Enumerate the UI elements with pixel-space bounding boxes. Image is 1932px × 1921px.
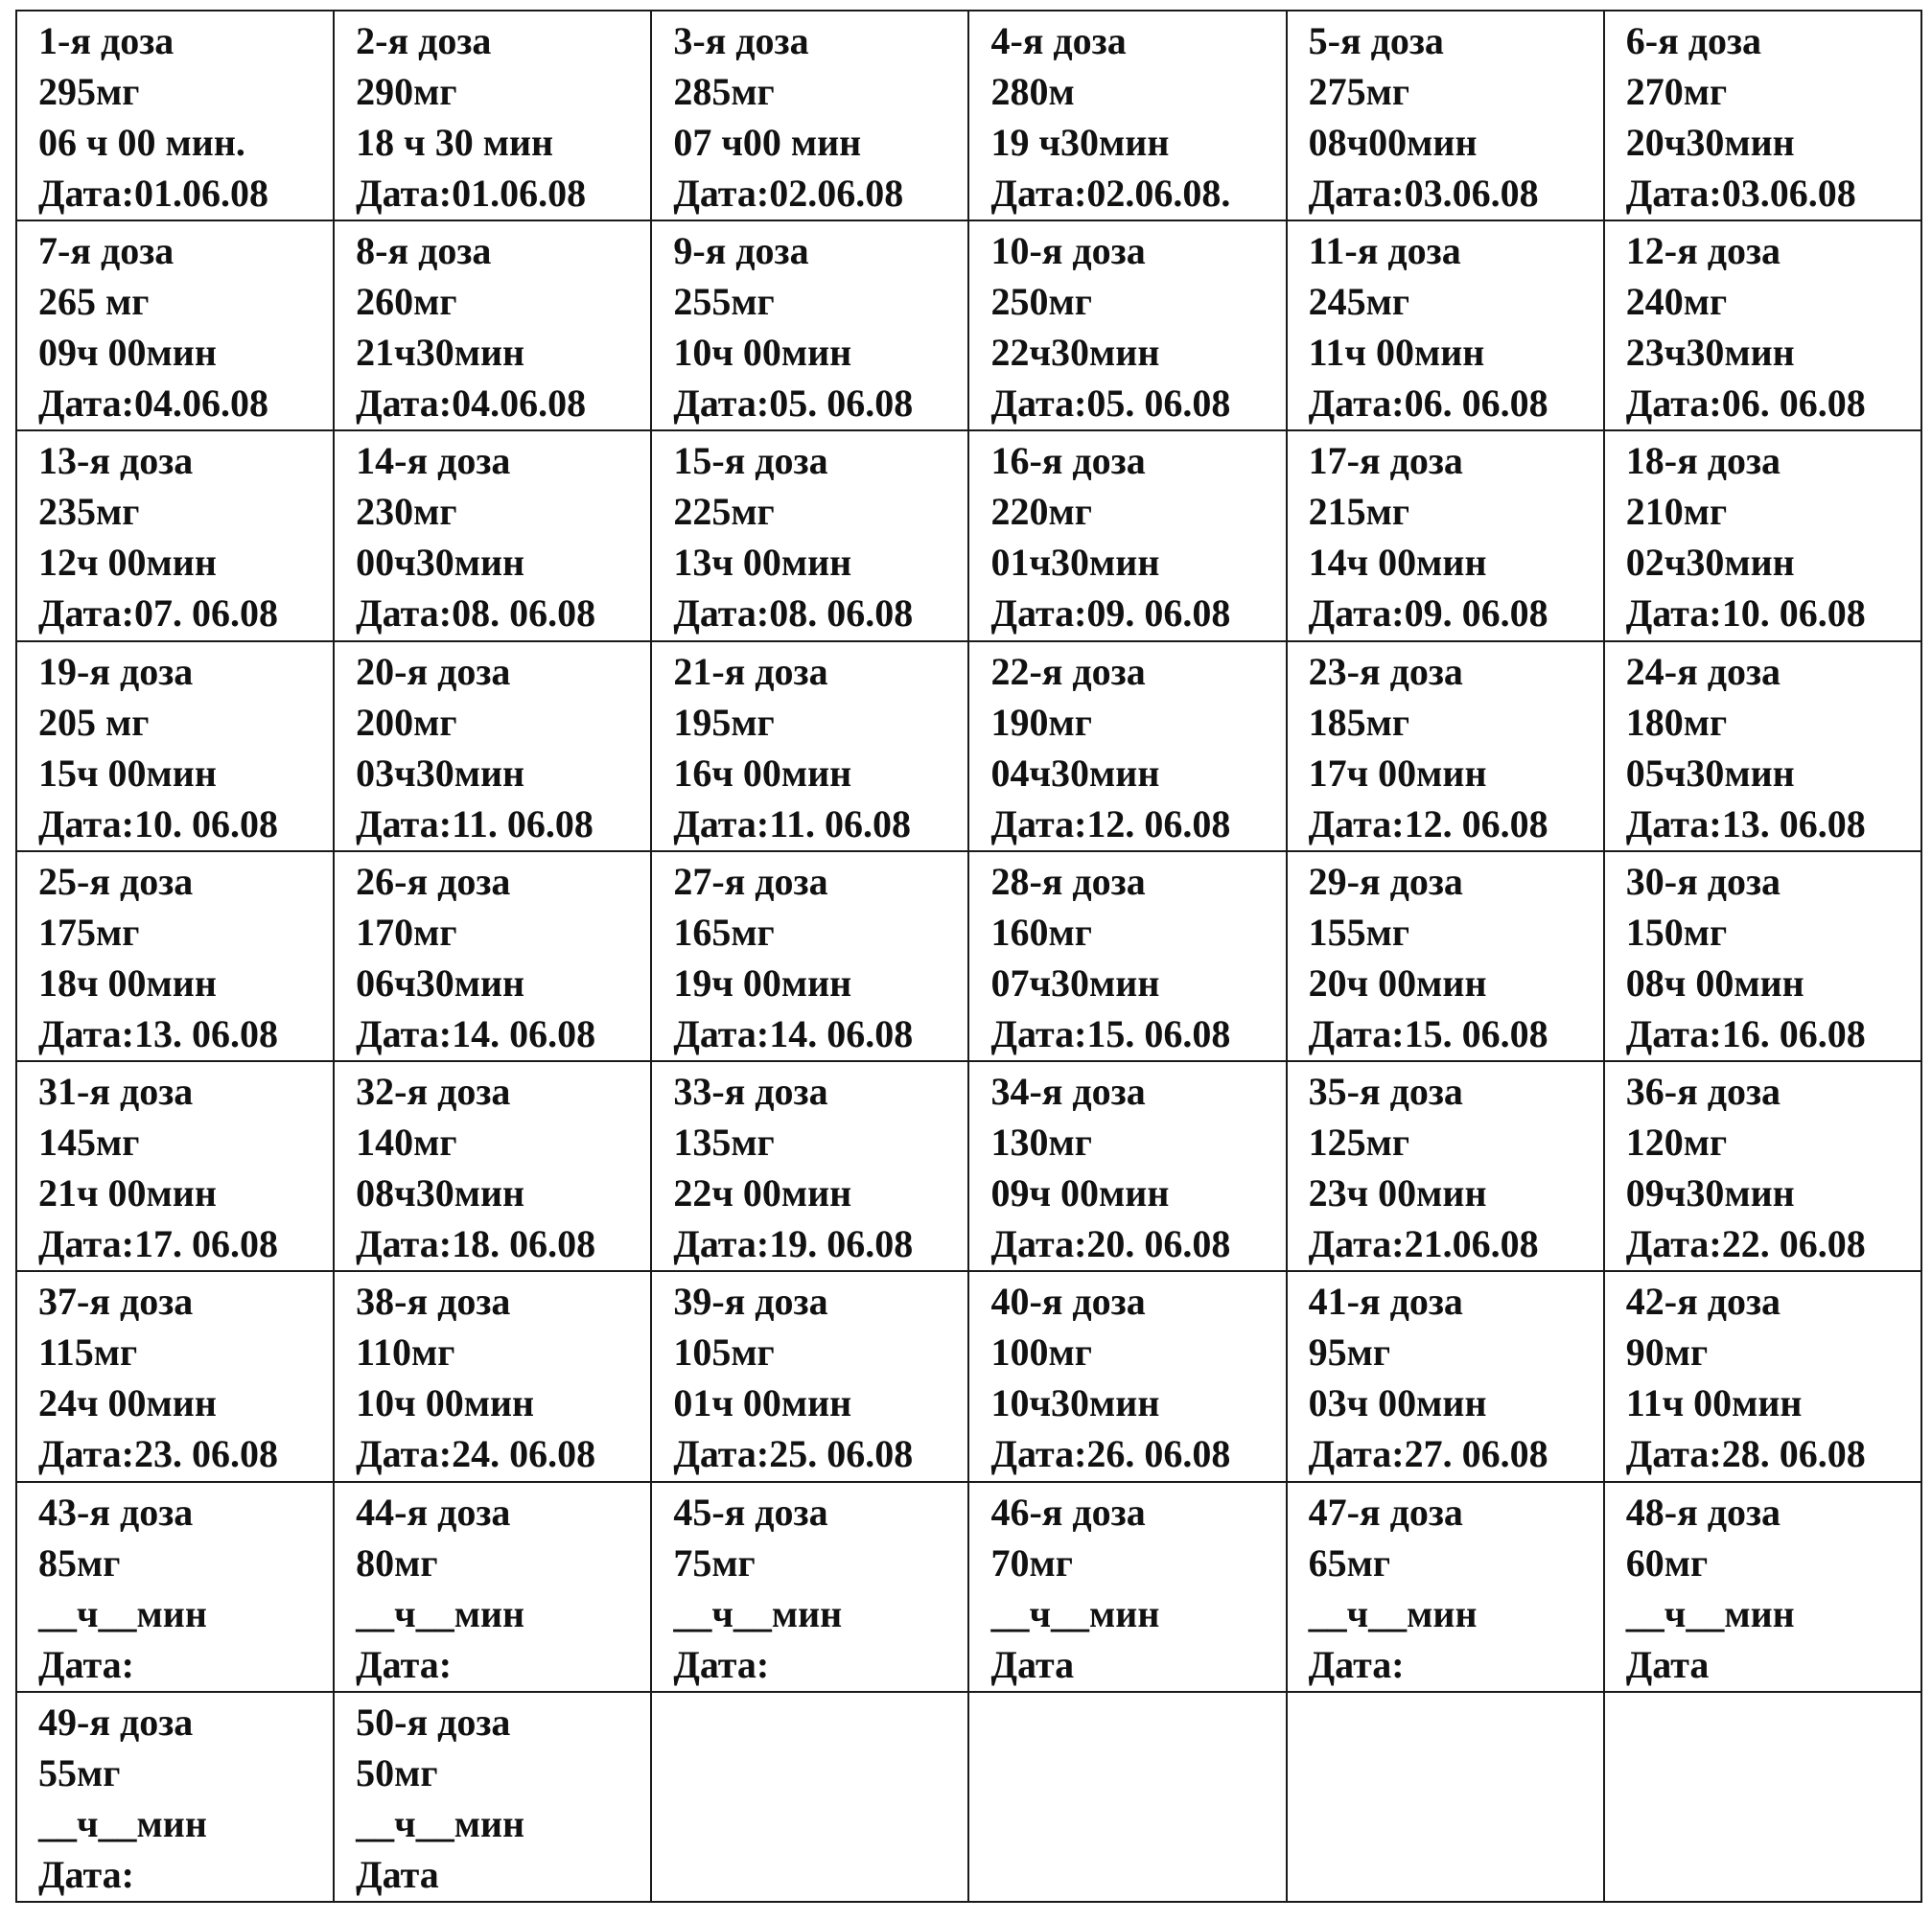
dose-time: 17ч 00мин (1308, 751, 1487, 795)
dose-amount: 140мг (356, 1121, 457, 1165)
dose-date: Дата (1625, 1642, 1710, 1686)
dose-date: Дата:20. 06.08 (990, 1222, 1231, 1266)
dose-number: 29-я доза (1308, 859, 1463, 903)
dose-time: 08ч30мин (356, 1171, 525, 1215)
dose-number: 25-я доза (38, 859, 194, 903)
dose-number: 36-я доза (1625, 1070, 1781, 1114)
dose-amount: 290мг (356, 70, 457, 113)
dose-amount: 190мг (990, 700, 1092, 744)
dose-cell (1287, 641, 1604, 851)
dose-cell (334, 641, 651, 851)
dose-time: 09ч 00мин (38, 331, 217, 375)
dose-number: 37-я доза (38, 1280, 194, 1324)
dose-number: 2-я доза (356, 19, 492, 62)
dose-cell (968, 1482, 1286, 1692)
dose-date: Дата: (38, 1642, 134, 1686)
dose-date: Дата:24. 06.08 (356, 1432, 596, 1476)
dose-number: 20-я доза (356, 649, 511, 693)
dose-time: 14ч 00мин (1308, 541, 1487, 585)
dose-cell (16, 851, 334, 1061)
dose-date: Дата:12. 06.08 (1308, 801, 1548, 845)
dose-date: Дата:26. 06.08 (990, 1432, 1231, 1476)
dose-number: 35-я доза (1308, 1070, 1463, 1114)
dose-number: 41-я доза (1308, 1280, 1463, 1324)
dose-time: 01ч30мин (990, 541, 1160, 585)
dose-number: 22-я доза (990, 649, 1146, 693)
schedule-row (16, 430, 1921, 640)
dose-amount: 210мг (1625, 490, 1728, 534)
dose-number: 17-я доза (1308, 439, 1463, 483)
empty-cell (651, 1692, 968, 1902)
dose-number: 30-я доза (1625, 859, 1781, 903)
dose-date: Дата:05. 06.08 (673, 382, 914, 426)
dose-cell (1604, 1271, 1921, 1481)
dose-time: 09ч 00мин (990, 1171, 1170, 1215)
dose-time: 22ч30мин (990, 331, 1160, 375)
dose-number: 31-я доза (38, 1070, 194, 1114)
dose-cell (651, 11, 968, 220)
dose-amount: 245мг (1308, 280, 1410, 324)
dose-amount: 215мг (1308, 490, 1410, 534)
dose-number: 48-я доза (1625, 1490, 1781, 1534)
dose-date: Дата: (356, 1642, 453, 1686)
dose-time: 10ч 00мин (673, 331, 852, 375)
dose-amount: 115мг (38, 1331, 138, 1375)
dose-time: __ч__мин (1625, 1591, 1795, 1635)
dose-number: 14-я доза (356, 439, 511, 483)
dose-time: 00ч30мин (356, 541, 525, 585)
dose-cell (16, 1061, 334, 1271)
dose-date: Дата:22. 06.08 (1625, 1222, 1866, 1266)
dose-cell (1287, 430, 1604, 640)
dose-number: 6-я доза (1625, 19, 1762, 62)
dose-time: 05ч30мин (1625, 751, 1795, 795)
dose-date: Дата:06. 06.08 (1625, 382, 1866, 426)
dose-date: Дата:23. 06.08 (38, 1432, 278, 1476)
dose-date: Дата:19. 06.08 (673, 1222, 914, 1266)
dose-time: 21ч30мин (356, 331, 525, 375)
dose-amount: 255мг (673, 280, 775, 324)
dose-cell (334, 11, 651, 220)
dose-time: 03ч30мин (356, 751, 525, 795)
dose-cell (1604, 11, 1921, 220)
dose-date: Дата:10. 06.08 (1625, 591, 1866, 636)
dose-amount: 120мг (1625, 1121, 1728, 1165)
dose-cell (968, 220, 1286, 430)
dose-amount: 155мг (1308, 910, 1410, 954)
dose-date: Дата:17. 06.08 (38, 1222, 278, 1266)
dose-cell (16, 1692, 334, 1902)
dose-cell (1604, 1482, 1921, 1692)
dose-number: 3-я доза (673, 19, 809, 62)
dose-number: 9-я доза (673, 229, 809, 273)
dose-time: 07 ч00 мин (673, 121, 862, 164)
dose-number: 13-я доза (38, 439, 194, 483)
dose-time: 10ч30мин (990, 1381, 1160, 1425)
dose-date: Дата:15. 06.08 (1308, 1011, 1548, 1055)
dose-time: 10ч 00мин (356, 1381, 535, 1425)
dose-time: __ч__мин (356, 1591, 525, 1635)
dose-time: 21ч 00мин (38, 1171, 217, 1215)
dose-number: 49-я доза (38, 1700, 194, 1744)
dose-amount: 135мг (673, 1121, 775, 1165)
dose-date: Дата: (38, 1852, 134, 1896)
dose-date: Дата (356, 1852, 439, 1896)
dose-amount: 100мг (990, 1331, 1092, 1375)
dose-time: 24ч 00мин (38, 1381, 217, 1425)
dose-time: __ч__мин (38, 1801, 207, 1845)
dose-cell (968, 641, 1286, 851)
dose-amount: 65мг (1308, 1540, 1391, 1585)
dose-time: __ч__мин (673, 1591, 843, 1635)
dose-cell (651, 1271, 968, 1481)
dose-time: 22ч 00мин (673, 1171, 852, 1215)
dose-cell (1287, 1271, 1604, 1481)
dose-time: 11ч 00мин (1308, 331, 1485, 375)
dose-date: Дата:15. 06.08 (990, 1011, 1231, 1055)
empty-cell (968, 1692, 1286, 1902)
dose-date: Дата:14. 06.08 (673, 1011, 914, 1055)
dose-amount: 220мг (990, 490, 1092, 534)
dose-date: Дата:12. 06.08 (990, 801, 1231, 845)
dose-date: Дата: (673, 1642, 770, 1686)
schedule-row (16, 1482, 1921, 1692)
dose-cell (1604, 641, 1921, 851)
dose-cell (651, 1482, 968, 1692)
dose-schedule-table (15, 10, 1922, 1903)
dose-time: 15ч 00мин (38, 751, 217, 795)
dose-date: Дата:06. 06.08 (1308, 382, 1548, 426)
dose-time: 11ч 00мин (1625, 1381, 1803, 1425)
dose-number: 44-я доза (356, 1490, 511, 1534)
dose-cell (334, 1271, 651, 1481)
dose-date: Дата:21.06.08 (1308, 1222, 1539, 1266)
dose-amount: 205 мг (38, 700, 150, 744)
dose-amount: 145мг (38, 1121, 140, 1165)
dose-cell (651, 851, 968, 1061)
schedule-row (16, 1692, 1921, 1902)
dose-amount: 130мг (990, 1121, 1092, 1165)
dose-time: 06ч30мин (356, 960, 525, 1005)
dose-cell (968, 851, 1286, 1061)
dose-date: Дата:10. 06.08 (38, 801, 278, 845)
dose-amount: 185мг (1308, 700, 1410, 744)
dose-number: 5-я доза (1308, 19, 1444, 62)
dose-date: Дата:05. 06.08 (990, 382, 1231, 426)
dose-number: 47-я доза (1308, 1490, 1463, 1534)
dose-time: 20ч30мин (1625, 121, 1795, 164)
dose-amount: 60мг (1625, 1540, 1709, 1585)
dose-date: Дата: (1308, 1642, 1405, 1686)
dose-amount: 75мг (673, 1540, 756, 1585)
dose-cell (651, 641, 968, 851)
dose-cell (1287, 1061, 1604, 1271)
dose-time: 09ч30мин (1625, 1171, 1795, 1215)
dose-time: 04ч30мин (990, 751, 1160, 795)
dose-amount: 50мг (356, 1750, 438, 1794)
dose-amount: 230мг (356, 490, 457, 534)
dose-amount: 105мг (673, 1331, 775, 1375)
dose-number: 19-я доза (38, 649, 194, 693)
dose-time: 20ч 00мин (1308, 960, 1487, 1005)
dose-amount: 240мг (1625, 280, 1728, 324)
dose-amount: 125мг (1308, 1121, 1410, 1165)
dose-amount: 225мг (673, 490, 775, 534)
dose-amount: 90мг (1625, 1331, 1709, 1375)
dose-amount: 280м (990, 70, 1075, 113)
dose-date: Дата:27. 06.08 (1308, 1432, 1548, 1476)
dose-time: 06 ч 00 мин. (38, 121, 245, 164)
dose-number: 43-я доза (38, 1490, 194, 1534)
dose-date: Дата:09. 06.08 (990, 591, 1231, 636)
dose-amount: 180мг (1625, 700, 1728, 744)
dose-amount: 170мг (356, 910, 457, 954)
schedule-row (16, 220, 1921, 430)
dose-time: __ч__мин (990, 1591, 1160, 1635)
dose-date: Дата (990, 1642, 1075, 1686)
dose-number: 8-я доза (356, 229, 492, 273)
dose-date: Дата:07. 06.08 (38, 591, 278, 636)
dose-number: 15-я доза (673, 439, 828, 483)
dose-cell (1604, 851, 1921, 1061)
dose-cell (16, 1271, 334, 1481)
dose-amount: 110мг (356, 1331, 455, 1375)
dose-number: 4-я доза (990, 19, 1127, 62)
dose-number: 12-я доза (1625, 229, 1781, 273)
dose-amount: 275мг (1308, 70, 1410, 113)
dose-amount: 175мг (38, 910, 140, 954)
dose-cell (1604, 1061, 1921, 1271)
dose-date: Дата:18. 06.08 (356, 1222, 596, 1266)
dose-number: 21-я доза (673, 649, 828, 693)
dose-time: 01ч 00мин (673, 1381, 852, 1425)
dose-cell (968, 1271, 1286, 1481)
dose-number: 28-я доза (990, 859, 1146, 903)
dose-number: 27-я доза (673, 859, 828, 903)
dose-time: 18 ч 30 мин (356, 121, 554, 164)
dose-time: 16ч 00мин (673, 751, 852, 795)
dose-date: Дата:13. 06.08 (1625, 801, 1866, 845)
dose-number: 16-я доза (990, 439, 1146, 483)
dose-time: 23ч30мин (1625, 331, 1795, 375)
dose-time: 19 ч30мин (990, 121, 1170, 164)
dose-time: 08ч00мин (1308, 121, 1478, 164)
dose-cell (16, 220, 334, 430)
dose-cell (1287, 1482, 1604, 1692)
dose-amount: 80мг (356, 1540, 438, 1585)
dose-date: Дата:16. 06.08 (1625, 1011, 1866, 1055)
dose-cell (16, 641, 334, 851)
dose-time: 08ч 00мин (1625, 960, 1804, 1005)
dose-date: Дата:03.06.08 (1308, 172, 1539, 215)
dose-date: Дата:03.06.08 (1625, 172, 1856, 215)
dose-cell (651, 430, 968, 640)
dose-number: 33-я доза (673, 1070, 828, 1114)
dose-amount: 55мг (38, 1750, 121, 1794)
dose-cell (1604, 430, 1921, 640)
dose-number: 46-я доза (990, 1490, 1146, 1534)
dose-number: 10-я доза (990, 229, 1146, 273)
dose-cell (968, 430, 1286, 640)
dose-cell (651, 1061, 968, 1271)
dose-number: 1-я доза (38, 19, 175, 62)
schedule-row (16, 1061, 1921, 1271)
dose-amount: 70мг (990, 1540, 1073, 1585)
schedule-row (16, 1271, 1921, 1481)
dose-time: 02ч30мин (1625, 541, 1795, 585)
dose-cell (334, 1692, 651, 1902)
dose-date: Дата:02.06.08 (673, 172, 904, 215)
dose-amount: 260мг (356, 280, 457, 324)
dose-number: 32-я доза (356, 1070, 511, 1114)
dose-number: 42-я доза (1625, 1280, 1781, 1324)
dose-number: 34-я доза (990, 1070, 1146, 1114)
dose-number: 45-я доза (673, 1490, 828, 1534)
dose-cell (334, 1482, 651, 1692)
dose-cell (16, 430, 334, 640)
dose-number: 40-я доза (990, 1280, 1146, 1324)
dose-date: Дата:25. 06.08 (673, 1432, 914, 1476)
dose-time: 23ч 00мин (1308, 1171, 1487, 1215)
dose-cell (968, 1061, 1286, 1271)
dose-amount: 85мг (38, 1540, 121, 1585)
dose-date: Дата:14. 06.08 (356, 1011, 596, 1055)
dose-time: 07ч30мин (990, 960, 1160, 1005)
empty-cell (1604, 1692, 1921, 1902)
dose-time: 13ч 00мин (673, 541, 852, 585)
dose-date: Дата:02.06.08. (990, 172, 1231, 215)
dose-amount: 200мг (356, 700, 457, 744)
dose-amount: 160мг (990, 910, 1092, 954)
dose-amount: 285мг (673, 70, 775, 113)
dose-amount: 250мг (990, 280, 1092, 324)
dose-cell (1287, 851, 1604, 1061)
schedule-row (16, 641, 1921, 851)
dose-amount: 265 мг (38, 280, 150, 324)
dose-number: 7-я доза (38, 229, 175, 273)
dose-time: 19ч 00мин (673, 960, 852, 1005)
dose-amount: 165мг (673, 910, 775, 954)
dose-time: __ч__мин (38, 1591, 207, 1635)
dose-number: 11-я доза (1308, 229, 1461, 273)
dose-time: 18ч 00мин (38, 960, 217, 1005)
dose-date: Дата:04.06.08 (38, 382, 268, 426)
dose-time: __ч__мин (1308, 1591, 1478, 1635)
dose-amount: 95мг (1308, 1331, 1391, 1375)
dose-cell (968, 11, 1286, 220)
schedule-row (16, 851, 1921, 1061)
dose-cell (651, 220, 968, 430)
dose-number: 18-я доза (1625, 439, 1781, 483)
dose-number: 50-я доза (356, 1700, 511, 1744)
dose-date: Дата:01.06.08 (38, 172, 268, 215)
dose-cell (1604, 220, 1921, 430)
dose-cell (16, 11, 334, 220)
dose-number: 23-я доза (1308, 649, 1463, 693)
dose-date: Дата:04.06.08 (356, 382, 587, 426)
dose-schedule-body (16, 11, 1921, 1902)
dose-cell (1287, 220, 1604, 430)
dose-time: __ч__мин (356, 1801, 525, 1845)
dose-time: 03ч 00мин (1308, 1381, 1487, 1425)
schedule-row (16, 11, 1921, 220)
dose-number: 39-я доза (673, 1280, 828, 1324)
dose-amount: 295мг (38, 70, 140, 113)
dose-number: 24-я доза (1625, 649, 1781, 693)
dose-date: Дата:11. 06.08 (673, 801, 912, 845)
dose-amount: 270мг (1625, 70, 1728, 113)
dose-amount: 195мг (673, 700, 775, 744)
dose-date: Дата:08. 06.08 (673, 591, 914, 636)
dose-date: Дата:01.06.08 (356, 172, 587, 215)
dose-date: Дата:13. 06.08 (38, 1011, 278, 1055)
dose-cell (1287, 11, 1604, 220)
empty-cell (1287, 1692, 1604, 1902)
dose-cell (334, 851, 651, 1061)
dose-date: Дата:28. 06.08 (1625, 1432, 1866, 1476)
dose-cell (334, 220, 651, 430)
dose-amount: 150мг (1625, 910, 1728, 954)
dose-date: Дата:11. 06.08 (356, 801, 594, 845)
dose-amount: 235мг (38, 490, 140, 534)
dose-time: 12ч 00мин (38, 541, 217, 585)
dose-date: Дата:08. 06.08 (356, 591, 596, 636)
dose-date: Дата:09. 06.08 (1308, 591, 1548, 636)
dose-number: 26-я доза (356, 859, 511, 903)
dose-cell (334, 430, 651, 640)
dose-number: 38-я доза (356, 1280, 511, 1324)
dose-cell (334, 1061, 651, 1271)
dose-cell (16, 1482, 334, 1692)
